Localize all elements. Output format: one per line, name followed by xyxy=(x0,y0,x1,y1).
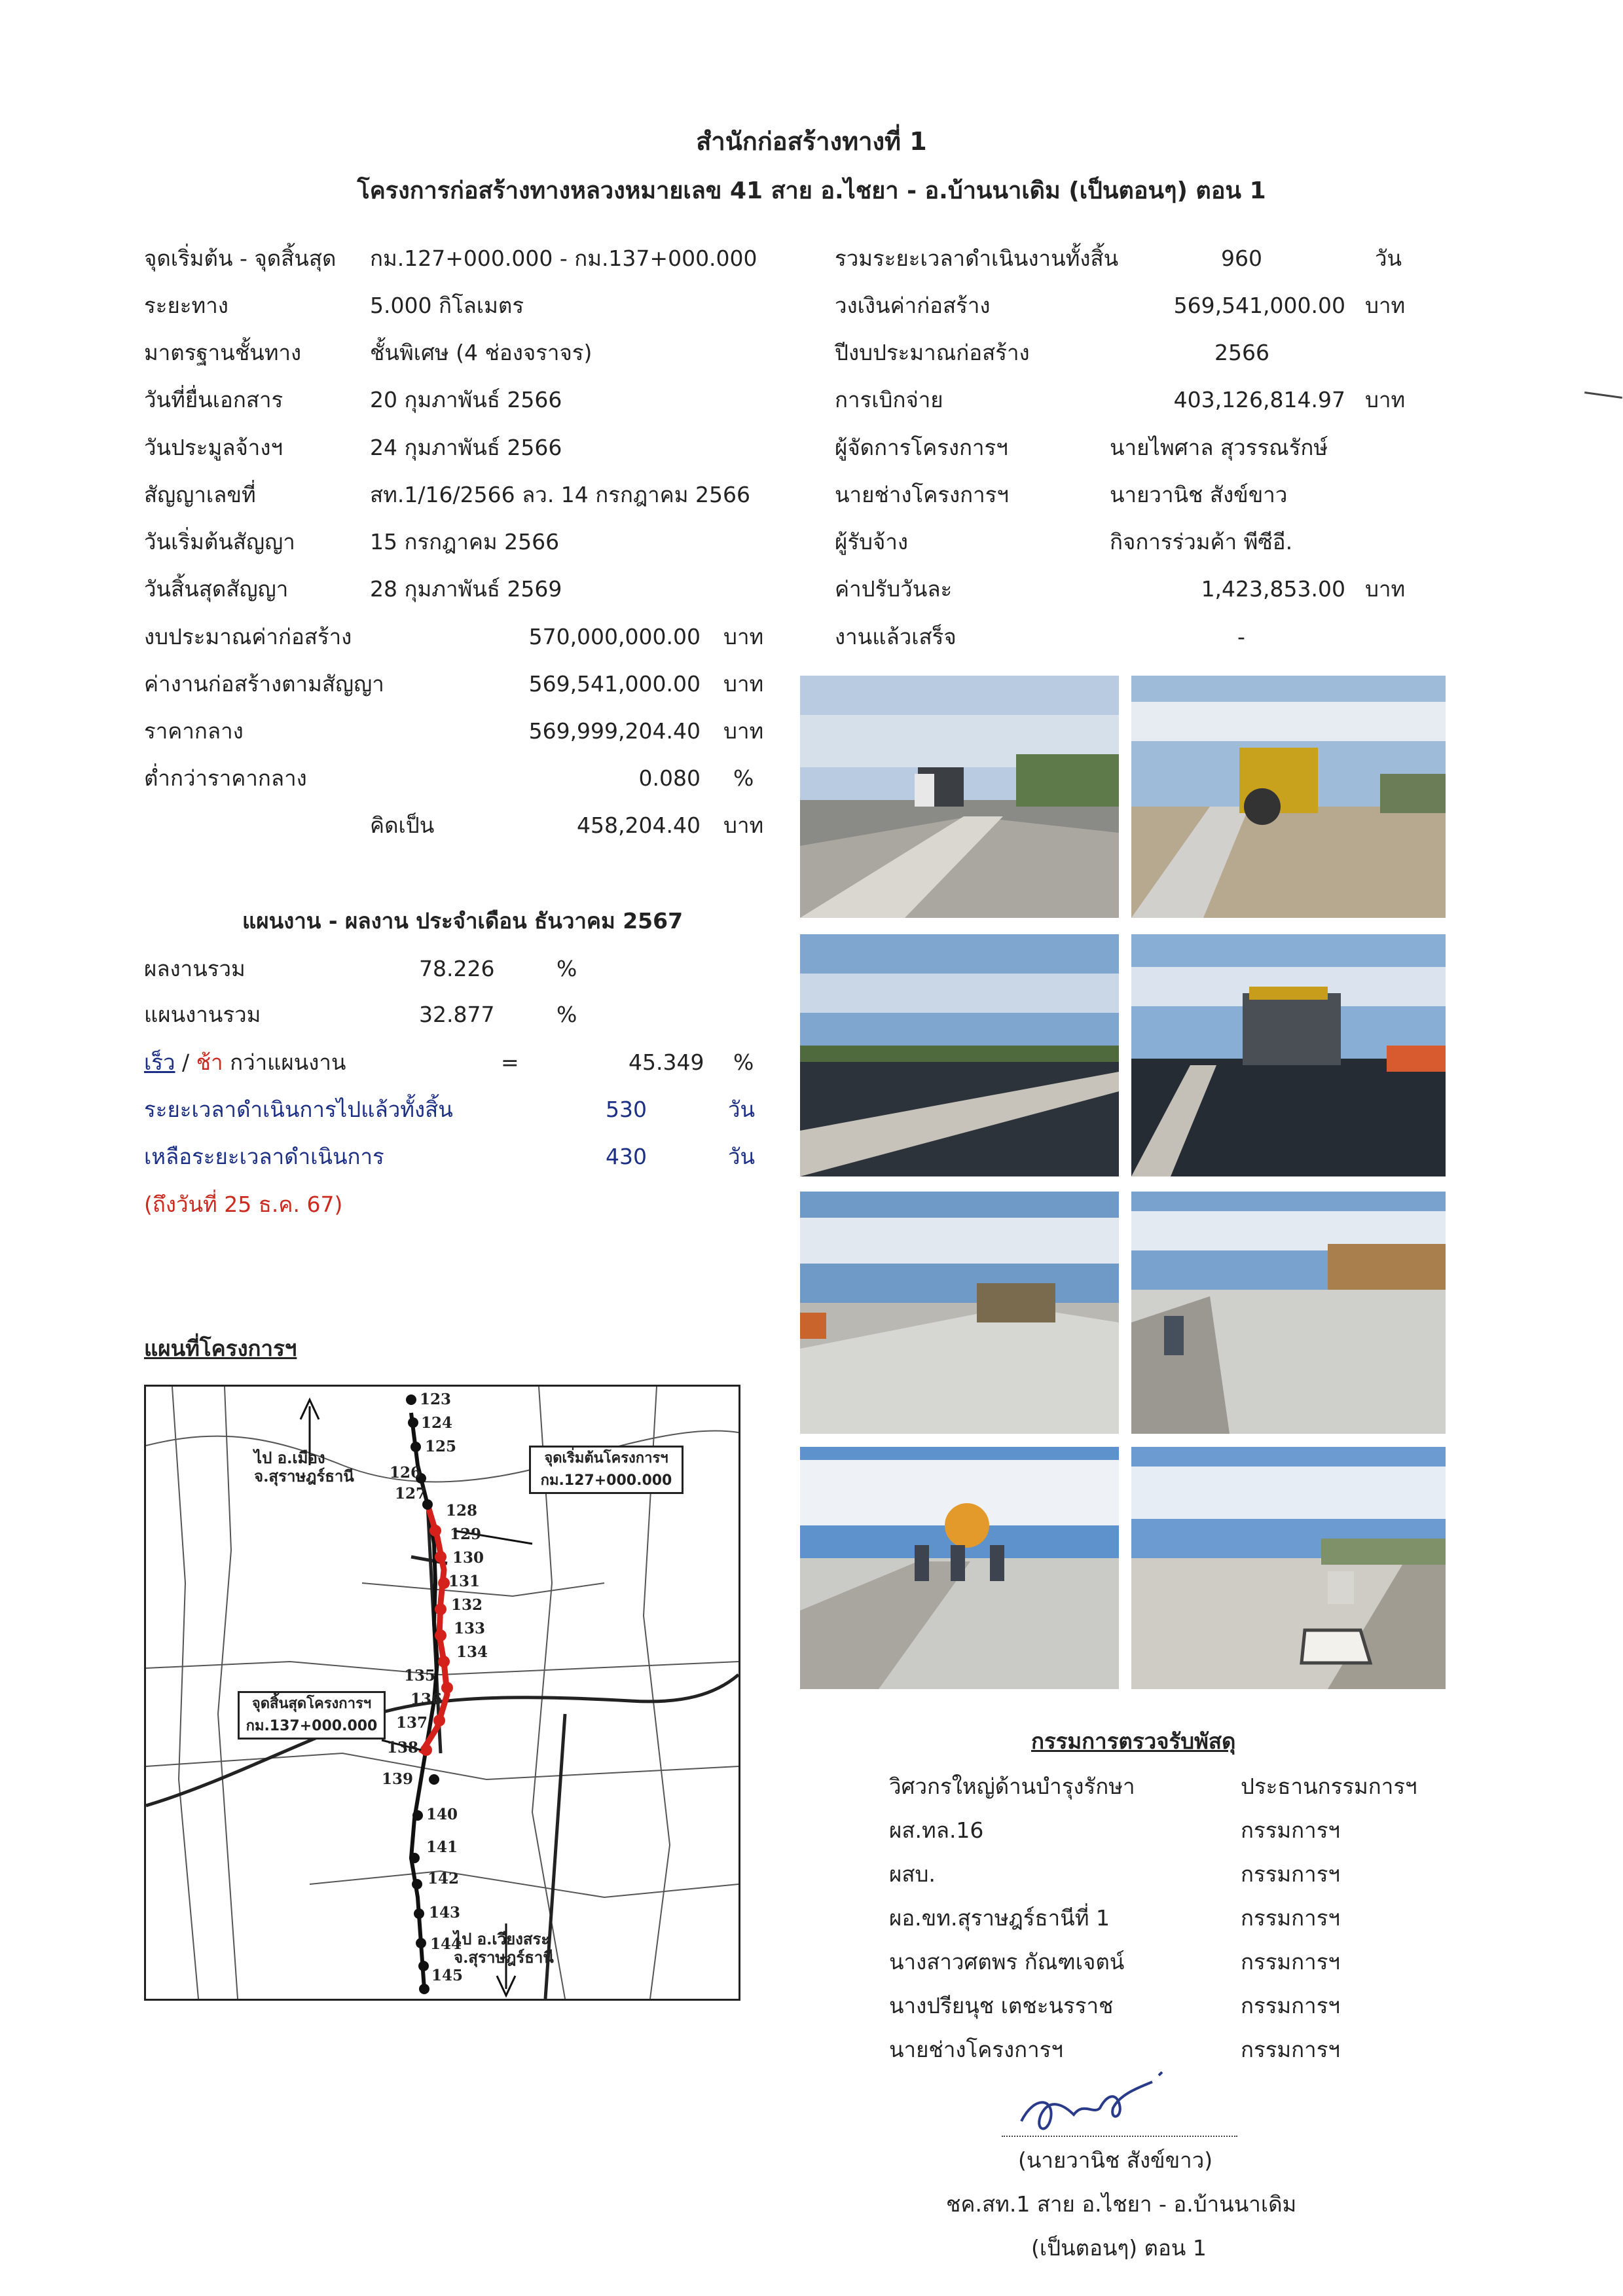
info-value: 403,126,814.97 xyxy=(1173,387,1345,412)
budget-unit: บาท xyxy=(723,718,764,744)
committee-member: นายช่างโครงการฯ xyxy=(889,2037,1063,2062)
km-marker: 126 xyxy=(390,1464,422,1482)
info-value: 20 กุมภาพันธ์ 2566 xyxy=(370,387,562,412)
slash: / xyxy=(175,1049,196,1075)
info-unit: บาท xyxy=(1365,387,1406,412)
committee-role: กรรมการฯ xyxy=(1241,1905,1340,1931)
info-label: วันประมูลจ้างฯ xyxy=(144,435,283,460)
budget-value: 569,999,204.40 xyxy=(528,718,701,744)
km-marker: 132 xyxy=(451,1596,483,1614)
info-value: 24 กุมภาพันธ์ 2566 xyxy=(370,435,562,460)
committee-member: นางสาวศตพร กัณฑเจตน์ xyxy=(889,1949,1125,1975)
info-value: นายไพศาล สุวรรณรักษ์ xyxy=(1110,435,1328,460)
km-marker: 123 xyxy=(420,1391,452,1408)
versus-label: กว่าแผนงาน xyxy=(223,1049,346,1075)
committee-role: กรรมการฯ xyxy=(1241,2037,1340,2062)
remaining-value: 430 xyxy=(606,1144,647,1169)
handwritten-signature xyxy=(995,2069,1205,2141)
margin-mark xyxy=(1584,392,1622,399)
construction-photo xyxy=(1131,1447,1446,1689)
budget-label: ราคากลาง xyxy=(144,718,244,744)
km-marker: 130 xyxy=(452,1549,484,1567)
info-label: ผู้จัดการโครงการฯ xyxy=(835,435,1008,460)
budget-unit: % xyxy=(733,765,754,791)
km-marker: 143 xyxy=(429,1904,461,1922)
info-value: 15 กรกฎาคม 2566 xyxy=(370,529,560,555)
committee-heading: กรรมการตรวจรับพัสดุ xyxy=(1031,1728,1236,1754)
budget-value: 569,541,000.00 xyxy=(528,671,701,697)
committee-member: นางปรียนุช เตชะนรราช xyxy=(889,1993,1114,2018)
info-label: วันสิ้นสุดสัญญา xyxy=(144,576,289,602)
end-point-box: จุดสิ้นสุดโครงการฯ กม.137+000.000 xyxy=(238,1691,386,1740)
as-of-date: (ถึงวันที่ 25 ธ.ค. 67) xyxy=(144,1192,343,1217)
km-marker: 128 xyxy=(446,1502,478,1520)
info-value: กิจการร่วมค้า พีซีอี. xyxy=(1110,529,1293,555)
diff-unit: % xyxy=(733,1049,754,1075)
km-marker: 133 xyxy=(454,1620,486,1637)
committee-member: ผอ.ขท.สุราษฎร์ธานีที่ 1 xyxy=(889,1905,1110,1931)
to-south-label: ไป อ.เวียงสระ จ.สุราษฎร์ธานี xyxy=(454,1929,554,1967)
project-map xyxy=(144,1385,740,2001)
equals-sign: = xyxy=(501,1049,519,1075)
km-marker: 144 xyxy=(430,1935,462,1953)
signature-line xyxy=(1002,2136,1237,2137)
budget-label: งบประมาณค่าก่อสร้าง xyxy=(144,624,352,649)
km-marker: 136 xyxy=(410,1690,443,1708)
elapsed-value: 530 xyxy=(606,1097,647,1122)
construction-photo xyxy=(800,676,1119,918)
project-title: โครงการก่อสร้างทางหลวงหมายเลข 41 สาย อ.ไชยา - อ.บ้านนาเดิม (เป็นตอนๆ) ตอน 1 xyxy=(357,177,1266,204)
info-value: 1,423,853.00 xyxy=(1201,576,1345,602)
km-marker: 140 xyxy=(426,1806,458,1823)
info-label: วันเริ่มต้นสัญญา xyxy=(144,529,295,555)
info-label: งานแล้วเสร็จ xyxy=(835,624,957,649)
info-label: มาตรฐานชั้นทาง xyxy=(144,340,302,365)
km-marker: 137 xyxy=(396,1714,428,1732)
result-value: 78.226 xyxy=(419,956,495,981)
info-value: 960 xyxy=(1221,246,1262,271)
budget-unit: บาท xyxy=(723,624,764,649)
remaining-unit: วัน xyxy=(728,1144,756,1169)
signer-section: (เป็นตอนๆ) ตอน 1 xyxy=(1031,2235,1207,2261)
budget-value: 0.080 xyxy=(638,765,701,791)
elapsed-label: ระยะเวลาดำเนินการไปแล้วทั้งสิ้น xyxy=(144,1097,453,1122)
info-value: 2566 xyxy=(1214,340,1269,365)
to-north-label: ไป อ.เมือง จ.สุราษฎร์ธานี xyxy=(254,1448,354,1485)
budget-label: ต่ำกว่าราคากลาง xyxy=(144,765,307,791)
fast-slow-line xyxy=(144,1049,346,1076)
committee-role: กรรมการฯ xyxy=(1241,1993,1340,2018)
info-value: กม.127+000.000 - กม.137+000.000 xyxy=(370,246,757,271)
construction-photo xyxy=(800,1447,1119,1689)
km-marker: 129 xyxy=(450,1525,482,1543)
budget-label: ค่างานก่อสร้างตามสัญญา xyxy=(144,671,384,697)
plan-value: 32.877 xyxy=(419,1002,495,1027)
info-value: 569,541,000.00 xyxy=(1173,293,1345,318)
committee-role: ประธานกรรมการฯ xyxy=(1241,1774,1417,1799)
budget-label: คิดเป็น xyxy=(370,812,435,838)
km-marker: 125 xyxy=(425,1438,457,1455)
committee-member: วิศวกรใหญ่ด้านบำรุงรักษา xyxy=(889,1774,1135,1799)
budget-unit: บาท xyxy=(723,812,764,838)
plan-label: แผนงานรวม xyxy=(144,1002,261,1027)
info-label: จุดเริ่มต้น - จุดสิ้นสุด xyxy=(144,246,337,271)
committee-member: ผส.ทล.16 xyxy=(889,1817,984,1843)
signer-position: ชค.สท.1 สาย อ.ไชยา - อ.บ้านนาเดิม xyxy=(946,2191,1297,2217)
info-label: วงเงินค่าก่อสร้าง xyxy=(835,293,991,318)
progress-heading: แผนงาน - ผลงาน ประจำเดือน ธันวาคม 2567 xyxy=(242,908,684,934)
info-unit: วัน xyxy=(1375,246,1402,271)
construction-photo xyxy=(1131,1192,1446,1434)
km-marker: 141 xyxy=(426,1838,458,1856)
km-marker: 124 xyxy=(421,1414,453,1432)
committee-role: กรรมการฯ xyxy=(1241,1949,1340,1975)
info-label: นายช่างโครงการฯ xyxy=(835,482,1009,507)
info-value: นายวานิช สังข์ขาว xyxy=(1110,482,1288,507)
info-value: 28 กุมภาพันธ์ 2569 xyxy=(370,576,562,602)
info-label: ค่าปรับวันละ xyxy=(835,576,953,602)
km-marker: 134 xyxy=(456,1643,488,1661)
info-label: รวมระยะเวลาดำเนินงานทั้งสิ้น xyxy=(835,246,1119,271)
info-unit: บาท xyxy=(1365,576,1406,602)
diff-value: 45.349 xyxy=(629,1049,704,1075)
elapsed-unit: วัน xyxy=(728,1097,756,1122)
km-marker: 135 xyxy=(404,1667,436,1685)
info-label: วันที่ยื่นเอกสาร xyxy=(144,387,283,412)
info-label: ผู้รับจ้าง xyxy=(835,529,908,555)
info-label: สัญญาเลขที่ xyxy=(144,482,256,507)
start-point-box: จุดเริ่มต้นโครงการฯ กม.127+000.000 xyxy=(529,1446,684,1494)
map-heading: แผนที่โครงการฯ xyxy=(144,1336,297,1361)
construction-photo xyxy=(800,934,1119,1176)
budget-unit: บาท xyxy=(723,671,764,697)
budget-value: 458,204.40 xyxy=(577,812,701,838)
info-label: ระยะทาง xyxy=(144,293,228,318)
construction-photo xyxy=(1131,676,1446,918)
info-value: สท.1/16/2566 ลว. 14 กรกฎาคม 2566 xyxy=(370,482,750,507)
budget-value: 570,000,000.00 xyxy=(528,624,701,649)
info-value: ชั้นพิเศษ (4 ช่องจราจร) xyxy=(370,340,593,365)
km-marker: 145 xyxy=(431,1967,464,1984)
result-label: ผลงานรวม xyxy=(144,956,246,981)
km-marker: 127 xyxy=(395,1485,427,1503)
km-marker: 138 xyxy=(387,1739,419,1757)
fast-label: เร็ว xyxy=(144,1049,175,1075)
construction-photo xyxy=(1131,934,1446,1176)
construction-photo xyxy=(800,1192,1119,1434)
signer-name: (นายวานิช สังข์ขาว) xyxy=(1018,2147,1213,2173)
info-value: 5.000 กิโลเมตร xyxy=(370,293,524,318)
info-value: - xyxy=(1237,624,1245,649)
km-marker: 139 xyxy=(382,1770,414,1788)
km-marker: 131 xyxy=(448,1573,481,1590)
info-label: การเบิกจ่าย xyxy=(835,387,943,412)
slow-label: ช้า xyxy=(196,1049,223,1075)
result-unit: % xyxy=(556,956,577,981)
plan-unit: % xyxy=(556,1002,577,1027)
committee-member: ผสบ. xyxy=(889,1861,936,1887)
km-marker: 142 xyxy=(428,1870,460,1887)
info-label: ปีงบประมาณก่อสร้าง xyxy=(835,340,1030,365)
committee-role: กรรมการฯ xyxy=(1241,1817,1340,1843)
info-unit: บาท xyxy=(1365,293,1406,318)
remaining-label: เหลือระยะเวลาดำเนินการ xyxy=(144,1144,384,1169)
office-title: สำนักก่อสร้างทางที่ 1 xyxy=(696,127,927,156)
committee-role: กรรมการฯ xyxy=(1241,1861,1340,1887)
